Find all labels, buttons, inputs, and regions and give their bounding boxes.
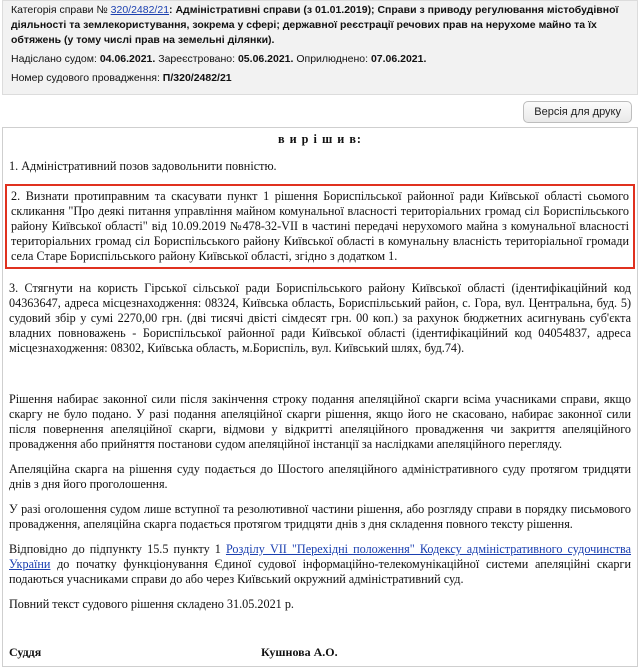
proceeding-number: П/320/2482/21 <box>162 72 232 84</box>
published-label: Оприлюднено: <box>296 53 369 65</box>
decision-document <box>2 127 638 667</box>
decision-point-3: 3. Стягнути на користь Гірської сільської ради Бориспільського району Київської області (ідентифікаційний код 04363647, адреса місцезнаходження: 08324, Київська область, Бориспільський район, с. Гора, вул. Центральна, буд. 5) судовий збір у сумі 2270,00 грн. (дві тисячі двісті сімдесят грн. 00 коп.) за рахунок бюджетних асигнувань суб'єкта владних повноважень - Бориспільської районної ради Київської області (ідентифікаційний код 04054837, адреса місцезнаходження: 08302, Київська область, м.Бориспіль, вул. Київський шлях, буд.74). <box>9 281 631 355</box>
case-category <box>11 3 629 48</box>
full-text-date: Повний текст судового рішення складено 31.05.2021 р. <box>9 597 294 611</box>
category-text: : Адміністративні справи (з 01.01.2019); Справи з приводу регулювання містобудівної діяльності та землекористування, зокрема у сфері; державної реєстрації речових прав на нерухоме майно та їх обтяжень (у тому числі прав на земельні ділянки). <box>11 4 619 46</box>
sent-date: 04.06.2021. <box>99 53 156 65</box>
registered-date: 05.06.2021. <box>237 53 294 65</box>
entry-into-force-paragraph: Рішення набирає законної сили після закінчення строку подання апеляційної скарги всіма учасниками справи, якщо скаргу не було подано. У разі подання апеляційної скарги рішення, якщо його не скасовано, набирає законної сили після повернення апеляційної скарги, відмови у відкритті апеляційного провадження чи закриття апеляційного провадження або прийняття постанови судом апеляційної інстанції за наслідками апеляційного перегляду. <box>9 392 631 451</box>
case-info-panel <box>2 0 638 95</box>
code-section-link[interactable]: Розділу VII "Перехідні положення" Кодексу адміністративного судочинства України <box>9 542 632 571</box>
judge-label: Суддя <box>9 645 42 659</box>
category-label: Категорія справи № <box>11 4 108 16</box>
decision-point-2-text: 2. Визнати протиправним та скасувати пункт 1 рішення Бориспільської районної ради Київської області сьомого скликання "Про деякі питання управління майном комунальної власності територіальних громад сіл Бориспільського району Київської області" від 10.09.2019 №478-32-VII в частині передачі нерухомого майна з комунальної власності територіальних громад сіл Бориспільського району Київської області в комунальну власність територіальної громади села Старе Бориспільського району Київської області, згідно з додатком 1. <box>11 189 629 263</box>
print-version-button[interactable]: Версія для друку <box>523 101 632 123</box>
proceeding-label: Номер судового провадження: <box>11 72 160 84</box>
judge-signature <box>9 645 631 660</box>
appeal-deadline-paragraph: У разі оголошення судом лише вступної та резолютивної частини рішення, або розгляду справи в порядку письмового провадження, апеляційна скарга подається протягом тридцяти днів з дня складення повного тексту рішення. <box>9 502 631 531</box>
appeal-court-paragraph: Апеляційна скарга на рішення суду подається до Шостого апеляційного адміністративного суду протягом тридцяти днів з дня його проголошення. <box>9 462 631 491</box>
sent-label: Надіслано судом: <box>11 53 97 65</box>
highlighted-decision-point-2 <box>5 184 635 269</box>
dates-line <box>11 52 629 67</box>
registered-label: Зареєстровано: <box>158 53 236 65</box>
case-number-link[interactable]: 320/2482/21 <box>110 4 170 16</box>
transitional-provisions-paragraph <box>9 542 631 587</box>
published-date: 07.06.2021. <box>370 53 427 65</box>
judge-name: Кушнова А.О. <box>261 645 338 659</box>
transitional-text-before: Відповідно до підпункту 15.5 пункту 1 <box>9 542 226 556</box>
verdict-heading: в и р і ш и в: <box>277 132 362 146</box>
proceeding-line <box>11 71 629 86</box>
decision-point-1: 1. Адміністративний позов задовольнити повністю. <box>9 159 277 173</box>
transitional-text-after: до початку функціонування Єдиної судової інформаційно-телекомунікаційної системи апеляційні скарги подаються учасниками справи до або через Київський окружний адміністративний суд. <box>9 557 631 586</box>
toolbar <box>0 95 640 127</box>
